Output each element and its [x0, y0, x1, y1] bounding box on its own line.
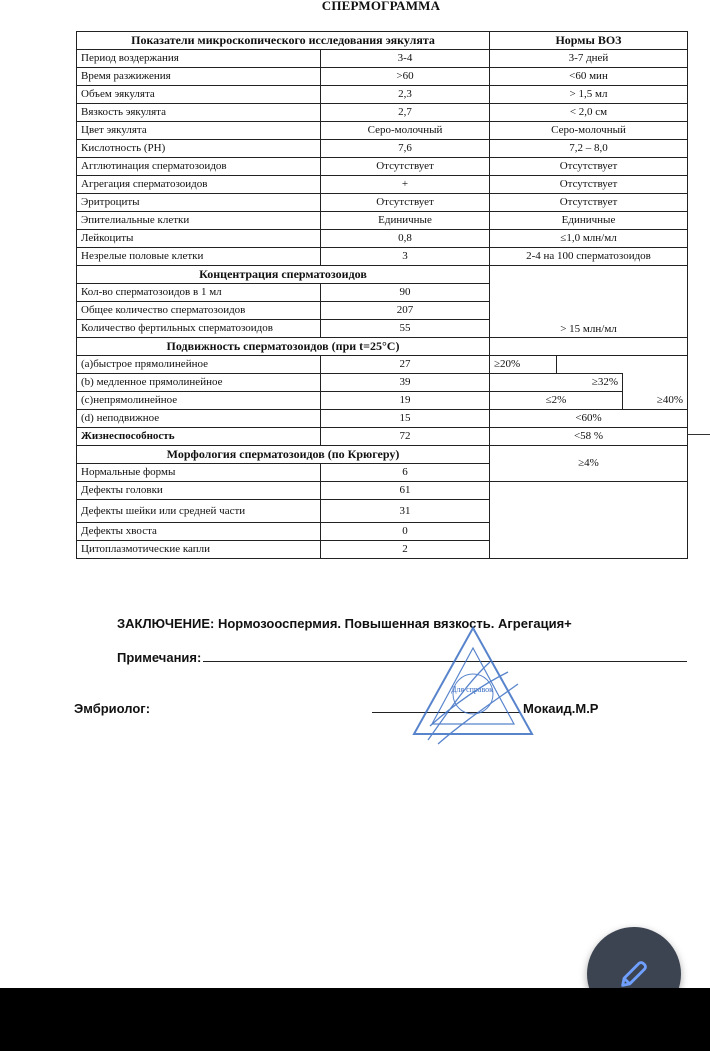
row-value: 3 [321, 248, 490, 266]
row-norm: > 1,5 мл [490, 86, 688, 104]
row-label: Кислотность (РН) [77, 140, 321, 158]
embryologist-name: Мокаид.М.Р [523, 701, 599, 716]
motility-norm-a: ≥20% [490, 356, 557, 374]
concentration-norm: > 15 млн/мл [490, 266, 688, 338]
row-value: + [321, 176, 490, 194]
table-extension-line [687, 434, 710, 435]
row-label: Объем эякулята [77, 86, 321, 104]
row-label: Лейкоциты [77, 230, 321, 248]
table-row [77, 104, 688, 122]
row-label: Эритроциты [77, 194, 321, 212]
row-value: Единичные [321, 212, 490, 230]
motility-heading: Подвижность сперматозоидов (при t=25°С) [77, 338, 490, 356]
table-row [77, 86, 688, 104]
row-norm: Отсутствует [490, 194, 688, 212]
stamp-seal [408, 622, 538, 752]
row-label: Агглютинация сперматозоидов [77, 158, 321, 176]
row-value: 3-4 [321, 50, 490, 68]
table-row [77, 212, 688, 230]
table-row [77, 158, 688, 176]
row-value: 31 [321, 500, 490, 523]
motility-norm-d: <60% [490, 410, 688, 428]
motility-norm-ab: ≥32% [490, 374, 623, 392]
table-row [77, 374, 688, 392]
notes-label: Примечания: [117, 650, 202, 665]
row-value: 55 [321, 320, 490, 338]
row-label: Количество фертильных сперматозоидов [77, 320, 321, 338]
viability-label: Жизнеспособность [77, 428, 321, 446]
row-label: Кол-во сперматозоидов в 1 мл [77, 284, 321, 302]
row-value: >60 [321, 68, 490, 86]
row-value: 0 [321, 523, 490, 541]
row-value: 15 [321, 410, 490, 428]
notes-row [117, 650, 687, 665]
row-label: Дефекты головки [77, 482, 321, 500]
row-value: 39 [321, 374, 490, 392]
row-value: 90 [321, 284, 490, 302]
row-label: Нормальные формы [77, 464, 321, 482]
section-heading-row [77, 338, 688, 356]
row-label: Цвет эякулята [77, 122, 321, 140]
row-norm: 2-4 на 100 сперматозоидов [490, 248, 688, 266]
table-row [77, 248, 688, 266]
row-norm: ≤1,0 млн/мл [490, 230, 688, 248]
row-norm: 7,2 – 8,0 [490, 140, 688, 158]
row-norm: < 2,0 см [490, 104, 688, 122]
row-label: Агрегация сперматозоидов [77, 176, 321, 194]
table-row [77, 428, 688, 446]
table-row [77, 392, 688, 410]
row-label: (a)быстрое прямолинейное [77, 356, 321, 374]
table-row [77, 410, 688, 428]
row-norm: <60 мин [490, 68, 688, 86]
embryologist-label: Эмбриолог: [74, 701, 151, 716]
row-label: Цитоплазмотические капли [77, 541, 321, 559]
row-value: 6 [321, 464, 490, 482]
row-norm: Единичные [490, 212, 688, 230]
table-row [77, 356, 688, 374]
row-label: Незрелые половые клетки [77, 248, 321, 266]
row-label: (d) неподвижное [77, 410, 321, 428]
motility-norm-blank [623, 374, 688, 392]
concentration-heading: Концентрация сперматозоидов [77, 266, 490, 284]
row-label: Эпителиальные клетки [77, 212, 321, 230]
row-value: Отсутствует [321, 194, 490, 212]
viability-norm: <58 % [490, 428, 688, 446]
section-heading-row [77, 446, 688, 464]
section-heading-row [77, 266, 688, 284]
document-title: СПЕРМОГРАММА [321, 0, 441, 13]
motility-norm-blank [557, 356, 688, 374]
row-norm: 3-7 дней [490, 50, 688, 68]
row-label: (b) медленное прямолинейное [77, 374, 321, 392]
pencil-icon [617, 957, 651, 991]
row-value: 0,8 [321, 230, 490, 248]
table-row [77, 482, 688, 500]
row-label: (c)непрямолинейное [77, 392, 321, 410]
row-value: 27 [321, 356, 490, 374]
header-norm: Нормы ВОЗ [490, 32, 688, 50]
motility-heading-norm [490, 338, 688, 356]
morphology-norm: ≥4% [490, 446, 688, 482]
row-label: Дефекты хвоста [77, 523, 321, 541]
viability-value: 72 [321, 428, 490, 446]
header-indicator: Показатели микроскопического исследования эякулята [77, 32, 490, 50]
conclusion-text: ЗАКЛЮЧЕНИЕ: Нормозооспермия. Повышенная вязкость. Агрегация+ [117, 616, 572, 631]
table-row [77, 68, 688, 86]
table-row [77, 122, 688, 140]
table-header-row [77, 32, 688, 50]
table-row [77, 140, 688, 158]
stamp-text: Для справок [450, 685, 494, 694]
row-norm: Серо-молочный [490, 122, 688, 140]
row-value: 61 [321, 482, 490, 500]
row-norm: Отсутствует [490, 158, 688, 176]
table-row [77, 50, 688, 68]
spermogram-table [76, 31, 688, 559]
row-value: 207 [321, 302, 490, 320]
table-row [77, 194, 688, 212]
row-value: Серо-молочный [321, 122, 490, 140]
row-label: Общее количество сперматозоидов [77, 302, 321, 320]
row-value: 2,7 [321, 104, 490, 122]
row-label: Период воздержания [77, 50, 321, 68]
morphology-heading: Морфология сперматозоидов (по Крюгеру) [77, 446, 490, 464]
row-value: Отсутствует [321, 158, 490, 176]
row-label: Вязкость эякулята [77, 104, 321, 122]
row-norm: Отсутствует [490, 176, 688, 194]
row-value: 7,6 [321, 140, 490, 158]
row-label: Дефекты шейки или средней части [77, 500, 321, 523]
morphology-norm-blank [490, 482, 688, 559]
motility-norm-c: ≤2% [490, 392, 623, 410]
motility-norm-abc: ≥40% [623, 392, 688, 410]
table-row [77, 176, 688, 194]
navigation-bar [0, 988, 710, 1051]
row-value: 2,3 [321, 86, 490, 104]
table-row [77, 230, 688, 248]
row-label: Время разжижения [77, 68, 321, 86]
row-value: 2 [321, 541, 490, 559]
row-value: 19 [321, 392, 490, 410]
